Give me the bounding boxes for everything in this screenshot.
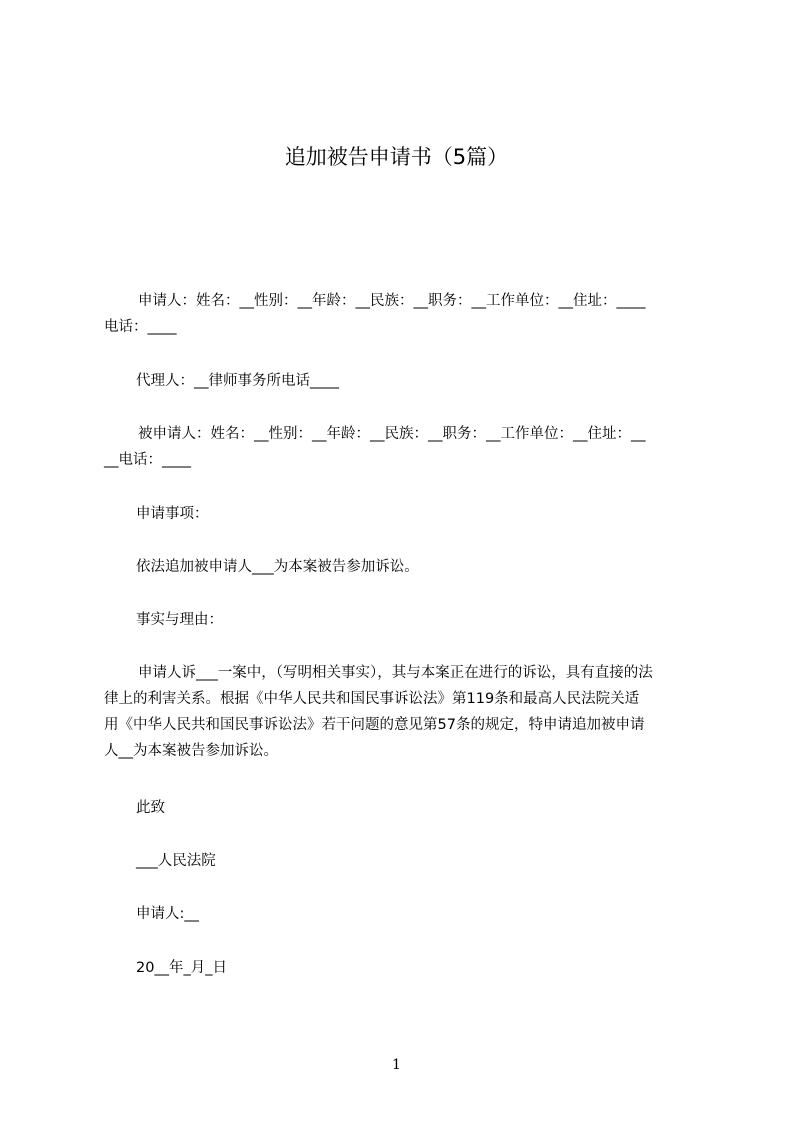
request-body-text: 依法追加被申请人___为本案被告参加诉讼。 xyxy=(136,559,419,575)
date-text: 20__年_月_日 xyxy=(136,960,227,976)
page-number: 1 xyxy=(392,1057,401,1073)
facts-line-1: 申请人诉___一案中，（写明相关事实），其与本案正在进行的诉讼，具有直接的法 xyxy=(138,665,653,681)
facts-line-4: 人__为本案被告参加诉讼。 xyxy=(104,743,278,759)
facts-line-2: 律上的利害关系。根据《中华人民共和国民事诉讼法》第119条和最高人民法院关适 xyxy=(104,691,640,707)
request-heading xyxy=(104,501,704,527)
closing xyxy=(104,795,704,821)
request-heading-text: 申请事项： xyxy=(136,506,209,522)
respondent-info xyxy=(104,421,704,473)
respondent-info-line-1: 被申请人：姓名：__性别：__年龄：__民族：__职务：__工作单位：__住址：__ xyxy=(138,426,646,442)
signature xyxy=(104,901,704,927)
document-title: 追加被告申请书（5篇） xyxy=(284,145,509,169)
court-name-text: ___人民法院 xyxy=(136,853,216,869)
facts-heading xyxy=(104,607,704,633)
court-name xyxy=(104,848,704,874)
facts-heading-text: 事实与理由： xyxy=(136,612,223,628)
facts-body xyxy=(104,660,704,764)
facts-line-3: 用《中华人民共和国民事诉讼法》若干问题的意见第57条的规定，特申请追加被申请 xyxy=(104,717,645,733)
date xyxy=(104,955,704,981)
closing-text: 此致 xyxy=(136,800,165,816)
request-body xyxy=(104,554,704,580)
agent-info xyxy=(104,368,704,394)
applicant-info-line-2: 电话：____ xyxy=(104,319,177,335)
applicant-info xyxy=(104,288,704,340)
agent-info-line: 代理人：__律师事务所电话____ xyxy=(136,373,339,389)
respondent-info-line-2: __电话：____ xyxy=(104,452,191,468)
signature-text: 申请人:__ xyxy=(136,906,199,922)
applicant-info-line-1: 申请人：姓名：__性别：__年龄：__民族：__职务：__工作单位：__住址：____ xyxy=(138,293,646,309)
